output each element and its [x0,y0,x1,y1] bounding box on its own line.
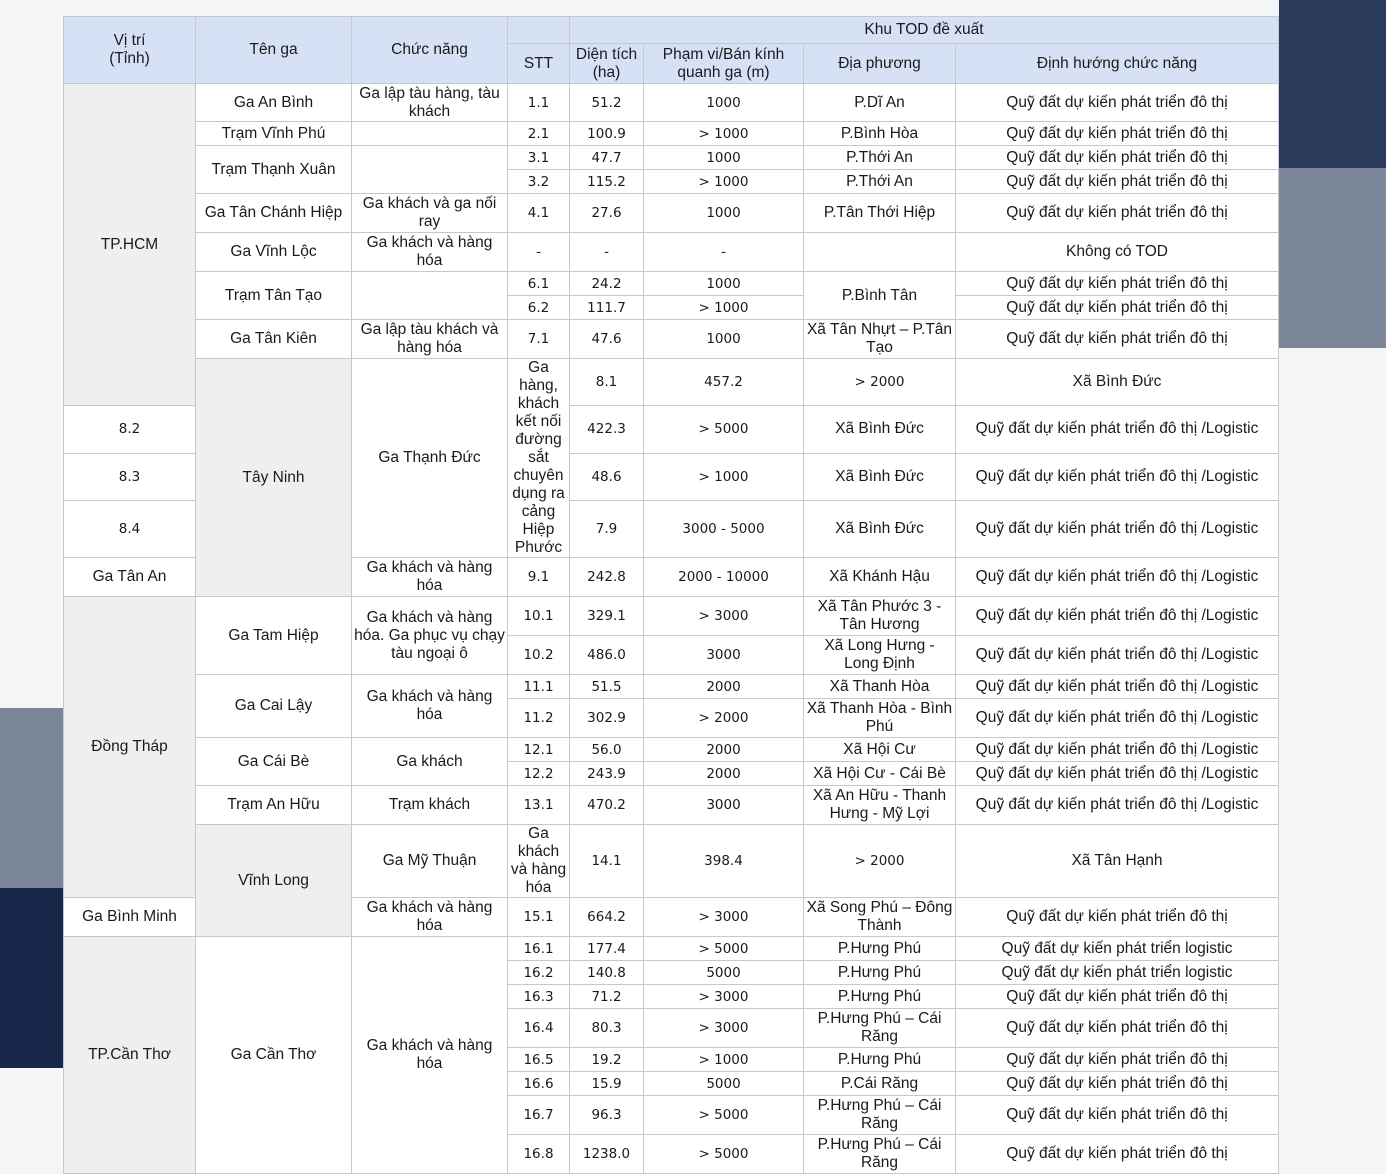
area-cell: 664.2 [570,898,644,937]
table-row [64,194,1279,233]
area-cell: 15.9 [570,1072,644,1096]
radius-cell: 5000 [644,1072,804,1096]
radius-cell: > 2000 [644,699,804,738]
area-cell: 100.9 [570,122,644,146]
station-name-cell: Ga Tân An [64,558,196,597]
header-pham-vi: Phạm vi/Bán kính quanh ga (m) [644,44,804,84]
stt-cell: 8.1 [570,359,644,406]
stt-cell: 3.1 [508,146,570,170]
orientation-cell: Quỹ đất dự kiến phát triển đô thị [956,985,1279,1009]
radius-cell: 2000 [644,738,804,762]
orientation-cell: Quỹ đất dự kiến phát triển đô thị [956,122,1279,146]
table-row [64,84,1279,122]
area-cell: 27.6 [570,194,644,233]
station-name-cell: Ga Cần Thơ [196,937,352,1174]
locality-cell: P.Hưng Phú [804,937,956,961]
station-name-cell: Ga Tam Hiệp [196,597,352,675]
stt-cell: 10.2 [508,636,570,675]
radius-cell: 2000 [644,675,804,699]
table-row [64,320,1279,359]
locality-cell: Xã Hội Cư [804,738,956,762]
radius-cell: 2000 [644,762,804,786]
orientation-cell: Quỹ đất dự kiến phát triển đô thị /Logistic [956,453,1279,500]
radius-cell: > 2000 [804,825,956,898]
table-row [64,825,1279,898]
stt-cell: 8.3 [64,453,196,500]
orientation-cell: Quỹ đất dự kiến phát triển đô thị [956,1096,1279,1135]
radius-cell: > 3000 [644,985,804,1009]
station-name-cell: Ga Cái Bè [196,738,352,786]
station-name-cell: Trạm Tân Tạo [196,272,352,320]
orientation-cell: Không có TOD [956,233,1279,272]
stt-cell: 6.2 [508,296,570,320]
radius-cell: 1000 [644,84,804,122]
function-cell: Ga khách và hàng hóa. Ga phục vụ chạy tàu ngoại ô [352,597,508,675]
radius-cell: > 1000 [644,453,804,500]
area-cell: 47.7 [570,146,644,170]
stt-cell: 2.1 [508,122,570,146]
table-row [64,597,1279,636]
table-row [64,675,1279,699]
radius-cell: 3000 - 5000 [644,500,804,557]
province-cell: Tây Ninh [196,359,352,597]
area-cell: 111.7 [570,296,644,320]
locality-cell: P.Hưng Phú [804,1048,956,1072]
orientation-cell: Quỹ đất dự kiến phát triển đô thị [956,272,1279,296]
stt-cell: 12.2 [508,762,570,786]
orientation-cell: Quỹ đất dự kiến phát triển đô thị [956,320,1279,359]
area-cell: 457.2 [644,359,804,406]
area-cell: 7.9 [570,500,644,557]
locality-cell: P.Bình Tân [804,272,956,320]
station-name-cell: Trạm Vĩnh Phú [196,122,352,146]
radius-cell: > 5000 [644,1135,804,1174]
header-khu-tod: Khu TOD đề xuất [570,17,1279,44]
function-cell: Ga khách và hàng hóa [508,825,570,898]
function-cell: Ga hàng, khách kết nối đường sắt chuyên dụng ra cảng Hiệp Phước [508,359,570,558]
orientation-cell: Quỹ đất dự kiến phát triển logistic [956,961,1279,985]
table-row [64,272,1279,296]
radius-cell: 3000 [644,786,804,825]
stt-cell: 16.6 [508,1072,570,1096]
station-name-cell: Ga Tân Chánh Hiệp [196,194,352,233]
table-row [64,786,1279,825]
orientation-cell: Quỹ đất dự kiến phát triển đô thị /Logistic [956,636,1279,675]
function-cell: Ga khách [352,738,508,786]
area-cell: 422.3 [570,406,644,453]
orientation-cell: Quỹ đất dự kiến phát triển đô thị /Logistic [956,675,1279,699]
radius-cell: 2000 - 10000 [644,558,804,597]
station-name-cell: Ga Mỹ Thuận [352,825,508,898]
function-cell [352,146,508,194]
stt-cell: 13.1 [508,786,570,825]
station-name-cell: Ga Bình Minh [64,898,196,937]
province-cell: TP.HCM [64,84,196,406]
orientation-cell: Quỹ đất dự kiến phát triển đô thị /Logistic [956,762,1279,786]
locality-cell: Xã Thanh Hòa - Bình Phú [804,699,956,738]
orientation-cell: Quỹ đất dự kiến phát triển đô thị [956,146,1279,170]
station-name-cell: Ga Tân Kiên [196,320,352,359]
stt-cell: 10.1 [508,597,570,636]
radius-cell: 1000 [644,272,804,296]
orientation-cell: Quỹ đất dự kiến phát triển đô thị /Logistic [956,558,1279,597]
function-cell [352,272,508,320]
province-cell: Đồng Tháp [64,597,196,898]
station-name-cell: Ga An Bình [196,84,352,122]
locality-cell: Xã Long Hưng - Long Định [804,636,956,675]
province-cell: Vĩnh Long [196,825,352,937]
orientation-cell: Quỹ đất dự kiến phát triển đô thị [956,84,1279,122]
locality-cell: P.Hưng Phú – Cái Răng [804,1135,956,1174]
stt-cell: 4.1 [508,194,570,233]
area-cell: 302.9 [570,699,644,738]
locality-cell: P.Hưng Phú – Cái Răng [804,1096,956,1135]
area-cell: 51.2 [570,84,644,122]
station-name-cell: Ga Vĩnh Lộc [196,233,352,272]
area-cell: 80.3 [570,1009,644,1048]
area-cell: 48.6 [570,453,644,500]
area-cell: 242.8 [570,558,644,597]
orientation-cell: Quỹ đất dự kiến phát triển đô thị /Logistic [956,597,1279,636]
orientation-cell: Quỹ đất dự kiến phát triển logistic [956,937,1279,961]
area-cell: 470.2 [570,786,644,825]
area-cell: 115.2 [570,170,644,194]
orientation-cell: Quỹ đất dự kiến phát triển đô thị /Logistic [956,738,1279,762]
locality-cell [804,233,956,272]
header-stt-spacer [508,17,570,44]
orientation-cell: Quỹ đất dự kiến phát triển đô thị /Logistic [956,500,1279,557]
radius-cell: > 5000 [644,937,804,961]
locality-cell: Xã Khánh Hậu [804,558,956,597]
stt-cell: 7.1 [508,320,570,359]
area-cell: 51.5 [570,675,644,699]
radius-cell: > 1000 [644,1048,804,1072]
radius-cell: 1000 [644,194,804,233]
stt-cell: 16.5 [508,1048,570,1072]
radius-cell: - [644,233,804,272]
station-name-cell: Trạm An Hữu [196,786,352,825]
table-row [64,359,1279,406]
radius-cell: 3000 [644,636,804,675]
stt-cell: 11.2 [508,699,570,738]
radius-cell: 5000 [644,961,804,985]
tod-table [63,16,1279,1174]
area-cell: 398.4 [644,825,804,898]
header-ten-ga: Tên ga [196,17,352,84]
province-cell: TP.Cần Thơ [64,937,196,1174]
stt-cell: 15.1 [508,898,570,937]
stt-cell: 16.8 [508,1135,570,1174]
stt-cell: 16.4 [508,1009,570,1048]
stt-cell: 16.1 [508,937,570,961]
locality-cell: Xã Tân Nhựt – P.Tân Tạo [804,320,956,359]
stt-cell: 12.1 [508,738,570,762]
orientation-cell: Quỹ đất dự kiến phát triển đô thị /Logistic [956,786,1279,825]
area-cell: 243.9 [570,762,644,786]
function-cell: Ga khách và hàng hóa [352,898,508,937]
locality-cell: P.Hưng Phú [804,985,956,1009]
decor-block-top-right-dark [1279,0,1386,168]
radius-cell: > 3000 [644,1009,804,1048]
stt-cell: 8.4 [64,500,196,557]
function-cell: Ga khách và ga nối ray [352,194,508,233]
area-cell: 24.2 [570,272,644,296]
station-name-cell: Trạm Thạnh Xuân [196,146,352,194]
stt-cell: 11.1 [508,675,570,699]
locality-cell: P.Thới An [804,170,956,194]
area-cell: 177.4 [570,937,644,961]
locality-cell: Xã Hội Cư - Cái Bè [804,762,956,786]
function-cell [352,122,508,146]
header-dia-phuong: Địa phương [804,44,956,84]
orientation-cell: Quỹ đất dự kiến phát triển đô thị [956,898,1279,937]
function-cell: Ga khách và hàng hóa [352,233,508,272]
stt-cell: 14.1 [570,825,644,898]
area-cell: 71.2 [570,985,644,1009]
radius-cell: > 2000 [804,359,956,406]
locality-cell: P.Hưng Phú [804,961,956,985]
radius-cell: > 5000 [644,1096,804,1135]
decor-block-bottom-left-dark [0,888,63,1068]
locality-cell: Xã Bình Đức [804,406,956,453]
stt-cell: 8.2 [64,406,196,453]
stt-cell: 16.3 [508,985,570,1009]
locality-cell: P.Thới An [804,146,956,170]
decor-block-top-right-gray [1279,168,1386,348]
stt-cell: 9.1 [508,558,570,597]
function-cell: Trạm khách [352,786,508,825]
function-cell: Ga khách và hàng hóa [352,675,508,738]
function-cell: Ga khách và hàng hóa [352,558,508,597]
stt-cell: 3.2 [508,170,570,194]
locality-cell: Xã An Hữu - Thanh Hưng - Mỹ Lợi [804,786,956,825]
orientation-cell: Quỹ đất dự kiến phát triển đô thị [956,1048,1279,1072]
locality-cell: Xã Bình Đức [956,359,1279,406]
area-cell: 1238.0 [570,1135,644,1174]
radius-cell: > 3000 [644,597,804,636]
table-row [64,146,1279,170]
orientation-cell: Quỹ đất dự kiến phát triển đô thị [956,1135,1279,1174]
locality-cell: Xã Thanh Hòa [804,675,956,699]
station-name-cell: Ga Thạnh Đức [352,359,508,558]
table-row [64,233,1279,272]
header-vi-tri: Vị trí (Tỉnh) [64,17,196,84]
function-cell: Ga lập tàu khách và hàng hóa [352,320,508,359]
header-chuc-nang: Chức năng [352,17,508,84]
locality-cell: P.Cái Răng [804,1072,956,1096]
table-row [64,122,1279,146]
table-row [64,738,1279,762]
header-dinh-huong: Định hướng chức năng [956,44,1279,84]
locality-cell: Xã Tân Phước 3 - Tân Hương [804,597,956,636]
orientation-cell: Quỹ đất dự kiến phát triển đô thị /Logistic [956,406,1279,453]
radius-cell: > 1000 [644,296,804,320]
locality-cell: P.Bình Hòa [804,122,956,146]
locality-cell: P.Tân Thới Hiệp [804,194,956,233]
orientation-cell: Quỹ đất dự kiến phát triển đô thị [956,170,1279,194]
table-row [64,937,1279,961]
area-cell: 140.8 [570,961,644,985]
locality-cell: Xã Song Phú – Đông Thành [804,898,956,937]
stt-cell: 16.2 [508,961,570,985]
function-cell: Ga khách và hàng hóa [352,937,508,1174]
locality-cell: P.Hưng Phú – Cái Răng [804,1009,956,1048]
stt-cell: - [508,233,570,272]
area-cell: 56.0 [570,738,644,762]
table-body [64,84,1279,1174]
orientation-cell: Quỹ đất dự kiến phát triển đô thị [956,1009,1279,1048]
area-cell: 19.2 [570,1048,644,1072]
radius-cell: > 1000 [644,122,804,146]
locality-cell: Xã Tân Hạnh [956,825,1279,898]
orientation-cell: Quỹ đất dự kiến phát triển đô thị [956,1072,1279,1096]
area-cell: 329.1 [570,597,644,636]
stt-cell: 6.1 [508,272,570,296]
locality-cell: Xã Bình Đức [804,500,956,557]
radius-cell: > 3000 [644,898,804,937]
radius-cell: > 5000 [644,406,804,453]
orientation-cell: Quỹ đất dự kiến phát triển đô thị /Logistic [956,699,1279,738]
orientation-cell: Quỹ đất dự kiến phát triển đô thị [956,194,1279,233]
radius-cell: 1000 [644,320,804,359]
area-cell: - [570,233,644,272]
station-name-cell: Ga Cai Lậy [196,675,352,738]
function-cell: Ga lập tàu hàng, tàu khách [352,84,508,122]
header-dien-tich: Diện tích (ha) [570,44,644,84]
area-cell: 96.3 [570,1096,644,1135]
radius-cell: 1000 [644,146,804,170]
decor-block-bottom-left-gray [0,708,63,888]
area-cell: 47.6 [570,320,644,359]
locality-cell: P.Dĩ An [804,84,956,122]
header-stt: STT [508,44,570,84]
radius-cell: > 1000 [644,170,804,194]
stt-cell: 16.7 [508,1096,570,1135]
locality-cell: Xã Bình Đức [804,453,956,500]
stt-cell: 1.1 [508,84,570,122]
area-cell: 486.0 [570,636,644,675]
orientation-cell: Quỹ đất dự kiến phát triển đô thị [956,296,1279,320]
